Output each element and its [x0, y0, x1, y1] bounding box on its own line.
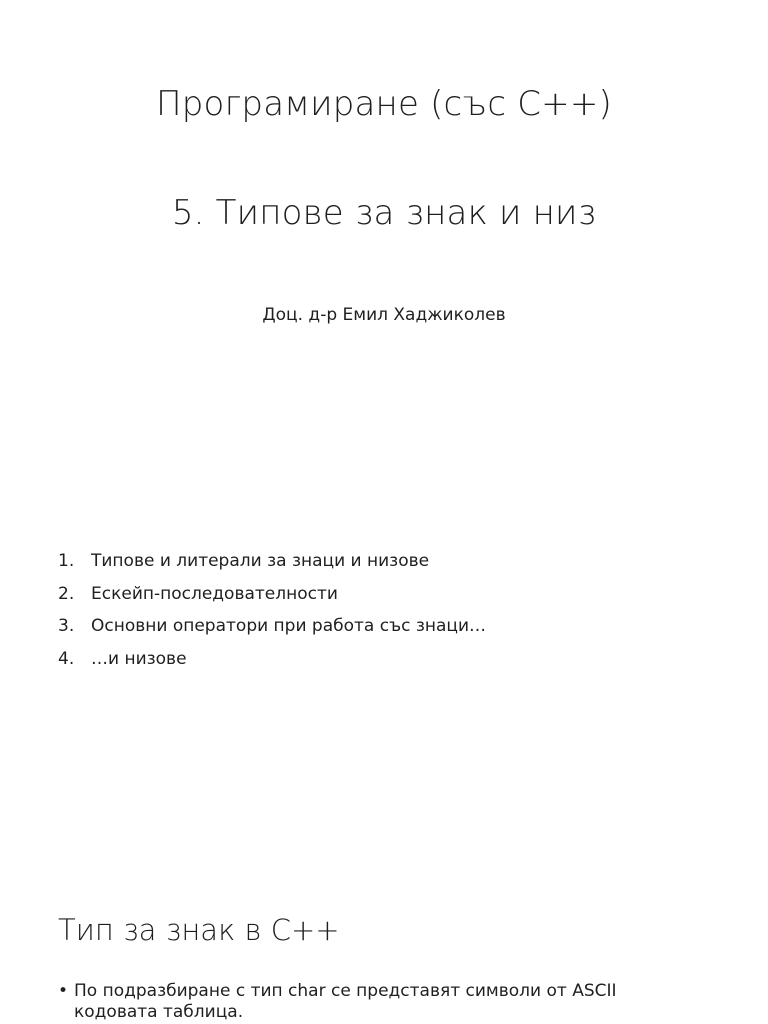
agenda-item-label: Ескейп-последователности	[91, 583, 338, 604]
presentation-title: Програмиране (със C++)	[155, 84, 613, 124]
bullet-marker: •	[58, 981, 69, 1001]
lecture-title: 5. Типове за знак и низ	[171, 193, 597, 233]
agenda-item	[58, 549, 486, 582]
char-type-slide	[0, 900, 768, 1024]
author-name: Доц. д-р Емил Хаджиколев	[262, 305, 506, 325]
bullet-item	[58, 981, 698, 1023]
slide-title: Тип за знак в C++	[58, 913, 340, 947]
agenda-slide	[0, 540, 768, 700]
title-slide	[0, 0, 768, 440]
agenda-item-label: Типове и литерали за знаци и низове	[91, 551, 430, 571]
agenda-item-number: 3.	[58, 616, 75, 636]
agenda-item	[58, 647, 486, 680]
agenda-item-number: 2.	[58, 583, 75, 604]
agenda-item	[58, 582, 486, 615]
bullet-text: По подразбиране с тип char се представят символи от ASCII кодовата таблица.	[74, 981, 617, 1022]
agenda-item	[58, 614, 486, 647]
agenda-item-number: 4.	[58, 648, 75, 669]
agenda-item-label: Основни оператори при работа със знаци…	[91, 616, 487, 636]
agenda-item-label: …и низове	[91, 648, 187, 669]
agenda-item-number: 1.	[58, 551, 75, 571]
agenda-list	[58, 549, 486, 679]
